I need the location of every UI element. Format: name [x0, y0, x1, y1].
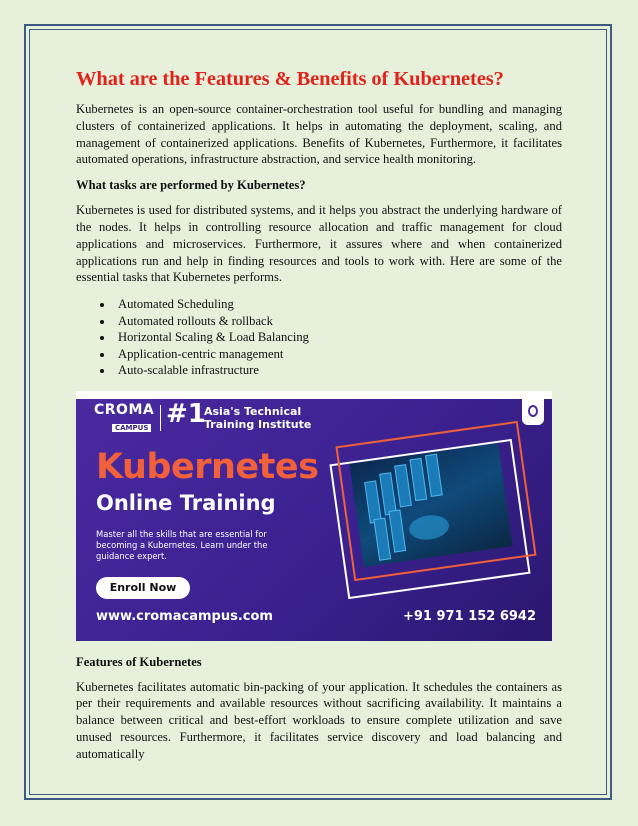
rank-caption-line1: Asia's Technical — [204, 404, 302, 418]
server-rack-icon — [373, 517, 391, 560]
logo-divider — [160, 405, 161, 431]
page-title: What are the Features & Benefits of Kubernetes? — [76, 68, 504, 90]
rank-caption — [204, 405, 311, 431]
list-item: • Automated Scheduling — [114, 296, 562, 313]
server-rack-icon — [364, 480, 382, 523]
list-item: • Application-centric management — [114, 346, 562, 363]
banner-top-strip — [76, 391, 552, 399]
server-rack-icon — [379, 472, 397, 515]
tasks-paragraph: Kubernetes is used for distributed systems, and it helps you abstract the underlying hardware of the nodes. It helps in controlling resource allocation and traffic management for cloud applications and microservices. Furthermore, it assures where and when containerized applications run and help in finding resources and tools to work with. Here are some of the essential tasks that Kubernetes performs. — [76, 203, 562, 285]
tasks-heading: What tasks are performed by Kubernetes? — [76, 178, 306, 193]
hologram-glow — [408, 512, 451, 541]
intro-paragraph: Kubernetes is an open-source container-orchestration tool useful for bundling and managing clusters of containerized applications. It helps in automating the deployment, scaling, and management of containerized applications. Benefits of Kubernetes, Furthermore, it facilitates automated operations, infrastructure abstraction, and service health monitoring. — [76, 102, 562, 167]
document-body — [76, 68, 562, 773]
server-rack-icon — [425, 453, 443, 496]
server-illustration — [349, 443, 512, 567]
logo-text-bottom: CAMPUS — [112, 424, 151, 432]
list-item: • Automated rollouts & rollback — [114, 313, 562, 330]
brand-bookmark-icon — [522, 399, 544, 425]
banner-title: Kubernetes — [96, 446, 319, 487]
croma-campus-logo — [94, 403, 156, 431]
promo-banner[interactable] — [76, 391, 552, 641]
list-item: • Horizontal Scaling & Load Balancing — [114, 329, 562, 346]
banner-phone: +91 971 152 6942 — [402, 608, 536, 624]
list-item: • Auto-scalable infrastructure — [114, 362, 562, 379]
server-rack-icon — [388, 509, 406, 552]
logo-text-top: CROMA — [94, 401, 155, 418]
enroll-now-button[interactable]: Enroll Now — [96, 577, 190, 599]
banner-description: Master all the skills that are essential for becoming a Kubernetes. Learn under the guidance expert. — [96, 528, 268, 561]
rank-caption-line2: Training Institute — [204, 417, 312, 431]
banner-subtitle: Online Training — [96, 490, 276, 515]
rank-badge: #1 — [166, 398, 206, 429]
banner-website-link[interactable]: www.cromacampus.com — [96, 608, 273, 624]
server-rack-icon — [394, 464, 412, 507]
features-paragraph: Kubernetes facilitates automatic bin-packing of your application. It schedules the containers as per their requirements and available resources without sacrificing availability. It maintains a balance between critical and best-effort workloads to ensure complete utilization and save unused resources. Furthermore, it facilitates service discovery and load balancing and automatically — [76, 679, 562, 761]
server-rack-icon — [409, 458, 427, 501]
tasks-list — [76, 296, 562, 379]
features-heading: Features of Kubernetes — [76, 654, 202, 669]
